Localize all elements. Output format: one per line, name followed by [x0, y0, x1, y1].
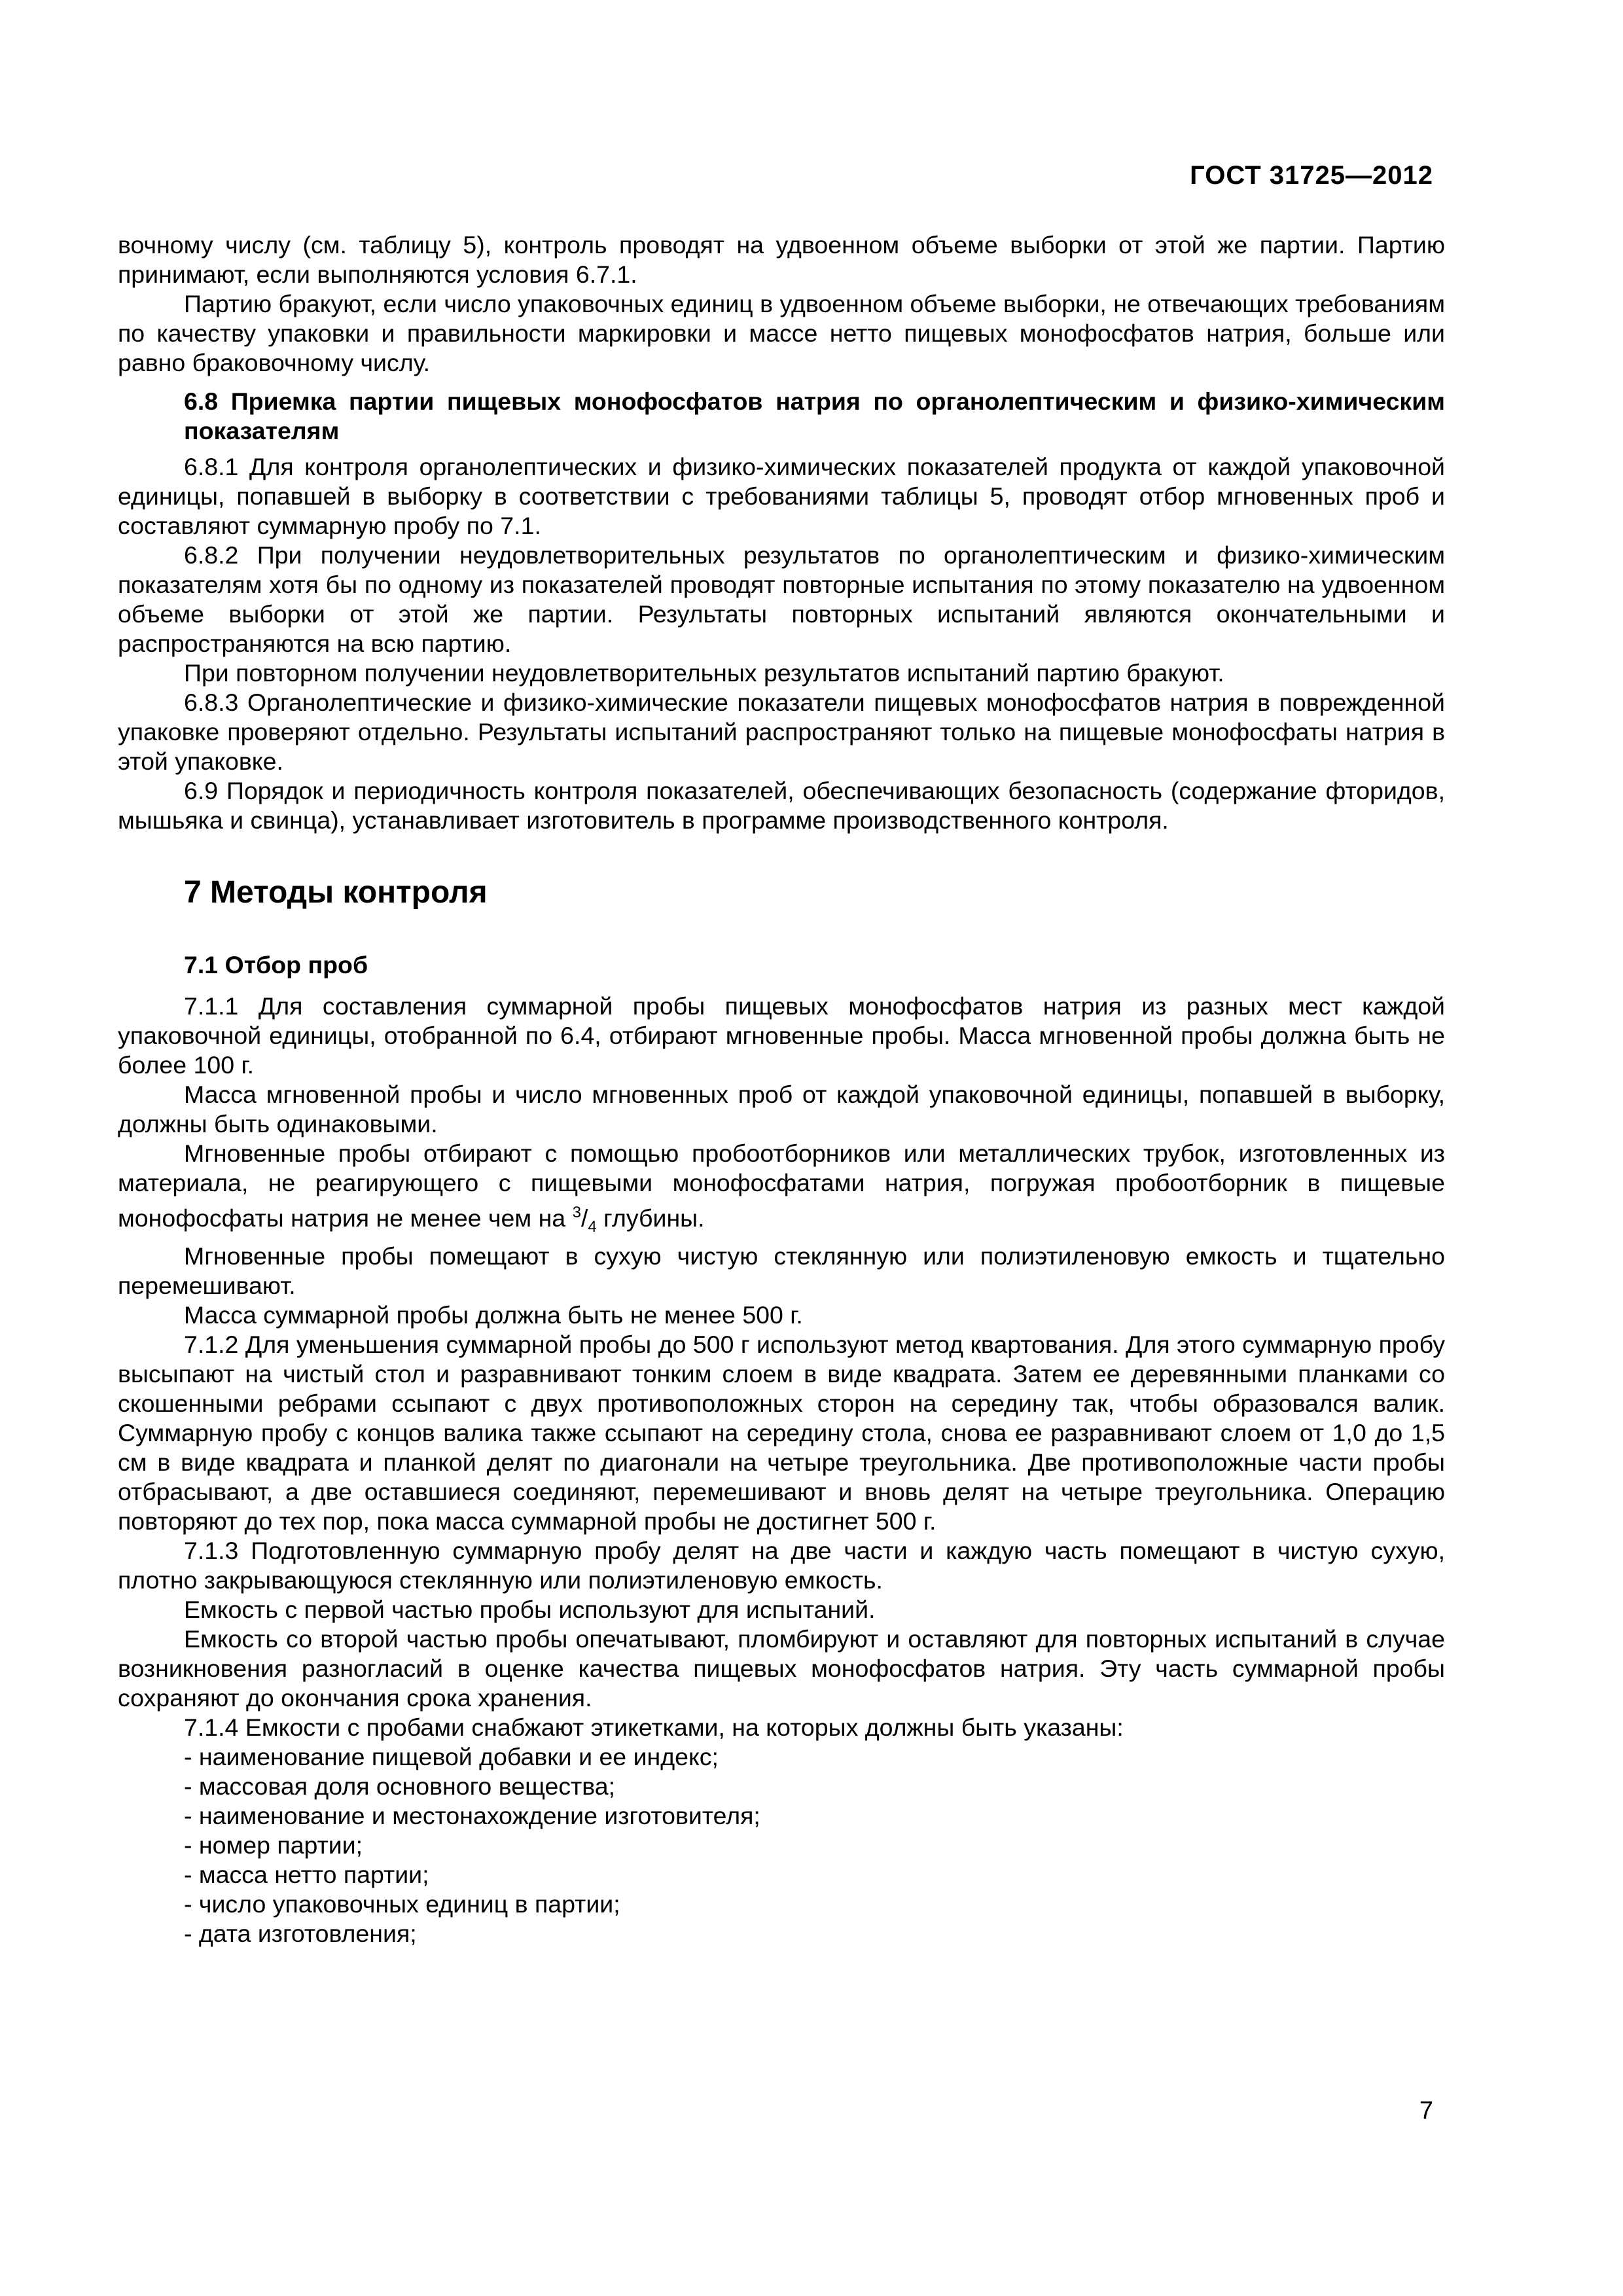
paragraph-sampling-tools — [118, 1139, 1445, 1242]
paragraph-reject-condition: Партию бракуют, если число упаковочных единиц в удвоенном объеме выборки, не отвечающих требованиям по качеству упаковки и правильности маркировки и массе нетто пищевых монофосфатов натрия, больше или равно браковочному числу. — [118, 290, 1445, 376]
list-item: - наименование и местонахождение изготовителя; — [184, 1802, 760, 1829]
subsection-7-1-title: 7.1 Отбор проб — [184, 951, 368, 978]
list-item: - число упаковочных единиц в партии; — [184, 1890, 620, 1918]
document-header-id: ГОСТ 31725—2012 — [1190, 161, 1433, 190]
paragraph-6-8-3: 6.8.3 Органолептические и физико-химические показатели пищевых монофосфатов натрия в поврежденной упаковке проверяют отдельно. Результаты испытаний распространяют только на пищевые монофосфаты натрия в этой упаковке. — [118, 689, 1445, 775]
fraction-slash: / — [580, 1204, 588, 1232]
paragraph-6-8-2-repeat: При повторном получении неудовлетворительных результатов испытаний партию бракуют. — [184, 659, 1224, 687]
paragraph-first-part: Емкость с первой частью пробы используют для испытаний. — [184, 1596, 876, 1623]
paragraph-6-8-2: 6.8.2 При получении неудовлетворительных результатов по органолептическим и физико-химическим показателям хотя бы по одному из показателей проводят повторные испытания по этому показателю на удвоенном объеме выборки от этой же партии. Результаты повторных испытаний являются окончательными и распространяются на всю партию. — [118, 541, 1445, 657]
section-6-8-title: 6.8 Приемка партии пищевых монофосфатов натрия по органолептическим и физико-химическим показателям — [184, 387, 1445, 444]
fraction-three-quarters — [572, 1204, 597, 1236]
paragraph-total-mass: Масса суммарной пробы должна быть не менее 500 г. — [184, 1301, 803, 1329]
fraction-denominator: 4 — [588, 1218, 597, 1236]
paragraph-continuation: вочному числу (см. таблицу 5), контроль проводят на удвоенном объеме выборки от этой же партии. Партию принимают, если выполняются условия 6.7.1. — [118, 231, 1445, 288]
page-number: 7 — [1419, 2097, 1433, 2125]
list-item: - номер партии; — [184, 1831, 363, 1859]
paragraph-7-1-4: 7.1.4 Емкости с пробами снабжают этикетками, на которых должны быть указаны: — [184, 1713, 1124, 1741]
list-item: - массовая доля основного вещества; — [184, 1772, 616, 1800]
paragraph-mixing: Мгновенные пробы помещают в сухую чистую стеклянную или полиэтиленовую емкость и тщательно перемешивают. — [118, 1242, 1445, 1299]
document-body — [118, 230, 1445, 1948]
paragraph-7-1-3: 7.1.3 Подготовленную суммарную пробу делят на две части и каждую часть помещают в чистую сухую, плотно закрывающуюся стеклянную или полиэтиленовую емкость. — [118, 1537, 1445, 1594]
paragraph-7-1-1: 7.1.1 Для составления суммарной пробы пищевых монофосфатов натрия из разных мест каждой упаковочной единицы, отобранной по 6.4, отбирают мгновенные пробы. Масса мгновенной пробы должна быть не более 100 г. — [118, 992, 1445, 1079]
paragraph-6-9: 6.9 Порядок и периодичность контроля показателей, обеспечивающих безопасность (содержание фторидов, мышьяка и свинца), устанавливает изготовитель в программе производственного контроля. — [118, 777, 1445, 834]
section-7-title: 7 Методы контроля — [184, 875, 488, 910]
paragraph-6-8-1: 6.8.1 Для контроля органолептических и физико-химических показателей продукта от каждой упаковочной единицы, попавшей в выборку в соответствии с требованиями таблицы 5, проводят отбор мгновенных проб и составляют суммарную пробу по 7.1. — [118, 453, 1445, 539]
fraction-numerator: 3 — [572, 1204, 581, 1221]
list-item: - дата изготовления; — [184, 1920, 417, 1947]
paragraph-7-1-2: 7.1.2 Для уменьшения суммарной пробы до 500 г используют метод квартования. Для этого суммарную пробу высыпают на чистый стол и разравнивают тонким слоем в виде квадрата. Затем ее деревянными планками со скошенными ребрами ссыпают с двух противоположных сторон на середину так, чтобы образовался валик. Суммарную пробу с концов валика также ссыпают на середину стола, снова ее разравнивают слоем от 1,0 до 1,5 см в виде квадрата и планкой делят по диагонали на четыре треугольника. Две противоположные части пробы отбрасывают, а две оставшиеся соединяют, перемешивают и вновь делят на четыре треугольника. Операцию повторяют до тех пор, пока масса суммарной пробы не достигнет 500 г. — [118, 1331, 1445, 1535]
list-item: - наименование пищевой добавки и ее индекс; — [184, 1743, 719, 1770]
sampling-text-before: Мгновенные пробы отбирают с помощью пробоотборников или металлических трубок, изготовленных из материала, не реагирующего с пищевыми монофосфатами натрия, погружая пробоотборник в пищевые монофосфаты натрия не менее чем на — [118, 1139, 1445, 1232]
label-requirements-list — [118, 1742, 1445, 1948]
list-item: - масса нетто партии; — [184, 1861, 429, 1888]
paragraph-second-part: Емкость со второй частью пробы опечатывают, пломбируют и оставляют для повторных испытаний в случае возникновения разногласий в оценке качества пищевых монофосфатов натрия. Эту часть суммарной пробы сохраняют до окончания срока хранения. — [118, 1625, 1445, 1712]
paragraph-sample-mass: Масса мгновенной пробы и число мгновенных проб от каждой упаковочной единицы, попавшей в выборку, должны быть одинаковыми. — [118, 1081, 1445, 1138]
sampling-text-after: глубины. — [596, 1204, 705, 1232]
